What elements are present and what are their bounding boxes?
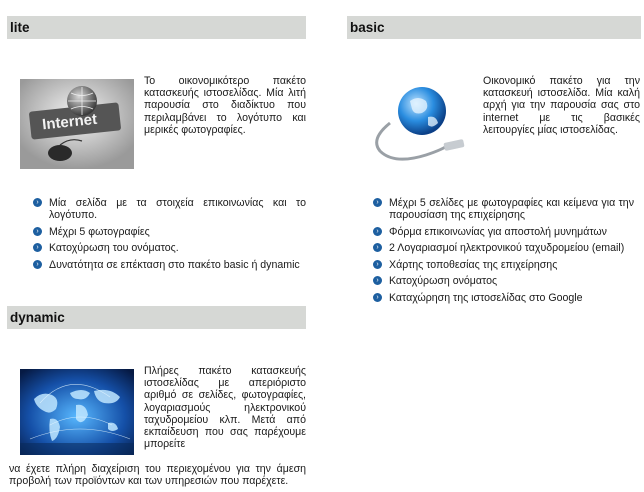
list-item: › Φόρμα επικοινωνίας για αποστολή μυνημάτων	[373, 226, 634, 238]
chevron-right-icon: ›	[33, 198, 42, 207]
list-item: › Κατοχύρωση του ονόματος.	[33, 242, 306, 254]
chevron-right-icon: ›	[373, 260, 382, 269]
chevron-right-icon: ›	[373, 276, 382, 285]
chevron-right-icon: ›	[373, 198, 382, 207]
package-dynamic	[7, 306, 306, 488]
internet-keyboard-image	[20, 79, 134, 169]
package-basic	[347, 16, 641, 304]
package-description-continued: να έχετε πλήρη διαχείριση του περιεχομένου για την άμεση προβολή των προϊόντων και των υπηρεσιών που παρέχετε.	[9, 463, 306, 488]
feature-list	[373, 197, 634, 308]
list-item: › Μέχρι 5 φωτογραφίες	[33, 226, 306, 238]
chevron-right-icon: ›	[373, 293, 382, 302]
package-title: dynamic	[7, 306, 306, 329]
chevron-right-icon: ›	[373, 243, 382, 252]
package-description: Το οικονομικότερο πακέτο κατασκευής ιστοσελίδας. Μία λιτή παρουσία στο διαδίκτυο που περιλαμβάνει το λογότυπο και μερικές φωτογραφίες.	[144, 75, 306, 136]
package-description: Οικονομικό πακέτο για την κατασκευή ιστοσελίδα. Μία καλή αρχή για την παρουσία σας στο internet με τις βασικές λειτουργίες μίας ιστοσελίδας.	[483, 75, 640, 136]
list-item: › Κατοχύρωση ονόματος	[373, 275, 634, 287]
svg-text:Internet: Internet	[41, 110, 98, 134]
feature-list	[33, 197, 306, 275]
world-network-image	[20, 369, 134, 455]
package-lite	[7, 16, 306, 271]
chevron-right-icon: ›	[373, 227, 382, 236]
list-item: › Μία σελίδα με τα στοιχεία επικοινωνίας και το λογότυπο.	[33, 197, 306, 221]
globe-cable-image	[360, 79, 478, 169]
list-item: › Καταχώρηση της ιστοσελίδας στο Google	[373, 292, 634, 304]
package-description: Πλήρες πακέτο κατασκευής ιστοσελίδας με απεριόριστο αριθμό σε σελίδες, φωτογραφίες, λογαριασμούς ηλεκτρονικού ταχυδρομείου κλπ. Μετά από εκπαίδευση που σας παρέχουμε μπορείτε	[144, 365, 306, 451]
chevron-right-icon: ›	[33, 227, 42, 236]
list-item: › Μέχρι 5 σελίδες με φωτογραφίες και κείμενα για την παρουσίαση της επιχείρησης	[373, 197, 634, 221]
list-item: › Χάρτης τοποθεσίας της επιχείρησης	[373, 259, 634, 271]
package-title: basic	[347, 16, 641, 39]
chevron-right-icon: ›	[33, 260, 42, 269]
package-title: lite	[7, 16, 306, 39]
chevron-right-icon: ›	[33, 243, 42, 252]
list-item: › Δυνατότητα σε επέκταση στο πακέτο basic ή dynamic	[33, 259, 306, 271]
list-item: › 2 Λογαριασμοί ηλεκτρονικού ταχυδρομείου (email)	[373, 242, 634, 254]
